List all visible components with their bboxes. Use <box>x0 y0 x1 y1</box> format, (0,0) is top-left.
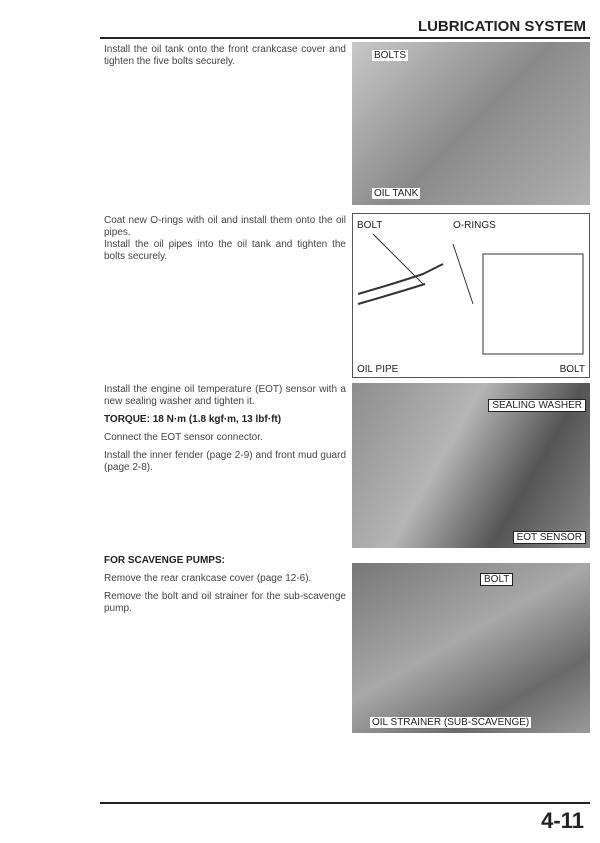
header-rule <box>100 37 590 39</box>
page-number: 4-11 <box>541 808 584 833</box>
figure-label: EOT SENSOR <box>513 531 586 544</box>
figure-label: BOLT <box>357 220 383 231</box>
section-title: LUBRICATION SYSTEM <box>417 18 586 35</box>
figure-label: SEALING WASHER <box>488 399 586 412</box>
figure-label: OIL TANK <box>374 188 419 199</box>
figure-label: BOLTS <box>374 50 407 61</box>
oil-tank-photo <box>352 42 590 205</box>
paragraph: Remove the rear crankcase cover (page 12-6). <box>104 573 312 584</box>
step-3-text <box>104 384 346 480</box>
heading-text: FOR SCAVENGE PUMPS: <box>104 555 225 566</box>
step-1-text <box>104 44 346 74</box>
step-2-text <box>104 215 346 269</box>
oil-pipe-diagram <box>352 213 590 378</box>
paragraph: Install the engine oil temperature (EOT) sensor with a new sealing washer and tighten it. <box>104 384 346 407</box>
oil-strainer-photo <box>352 563 590 733</box>
paragraph: Install the oil tank onto the front crankcase cover and tighten the five bolts securely. <box>104 44 346 67</box>
figure-label: OIL PIPE <box>357 364 399 375</box>
step-4-text <box>104 555 346 621</box>
figure-label: BOLT <box>480 573 513 586</box>
paragraph: Install the oil pipes into the oil tank and tighten the bolts securely. <box>104 239 346 262</box>
section-heading <box>104 555 346 567</box>
figure-label: OIL STRAINER (SUB-SCAVENGE) <box>372 717 530 728</box>
footer-rule <box>100 802 590 804</box>
paragraph: Install the inner fender (page 2-9) and front mud guard (page 2-8). <box>104 450 346 473</box>
figure-label: O-RINGS <box>453 220 496 231</box>
figure-label: BOLT <box>559 364 585 375</box>
eot-sensor-photo <box>352 383 590 548</box>
torque-spec <box>104 414 346 426</box>
paragraph: Coat new O-rings with oil and install them onto the oil pipes. <box>104 215 346 238</box>
paragraph: Remove the bolt and oil strainer for the sub-scavenge pump. <box>104 591 346 614</box>
paragraph: Connect the EOT sensor connector. <box>104 432 263 443</box>
pipe-line-drawing <box>353 214 590 378</box>
torque-value: TORQUE: 18 N·m (1.8 kgf·m, 13 lbf·ft) <box>104 414 282 425</box>
